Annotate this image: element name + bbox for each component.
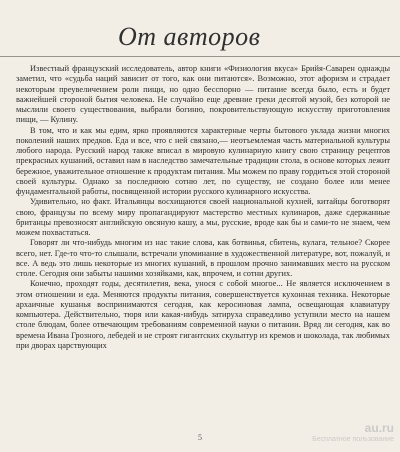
watermark-subtitle: Бесплатное пользование [312, 436, 394, 443]
heading-area [0, 0, 400, 62]
body-text [16, 64, 390, 351]
heading-rule [0, 56, 400, 57]
watermark-logo [312, 422, 394, 446]
paragraph: Удивительно, но факт. Итальянцы восхищаются своей национальной кухней, китайцы боготворят свою, французы по всему миру пропагандируют мастерство местных кулинаров, даже сдержанные британцы превозносят английскую овсяную кашу, а мы, русские, вроде как бы и сами-то не знаем, чем можем похвастаться. [16, 197, 390, 237]
page-heading: От авторов [118, 22, 261, 51]
watermark-site: au.ru [364, 421, 394, 435]
paragraph: Конечно, проходят годы, десятилетия, века, унося с собой многое... Не является исключением в этом отношении и еда. Меняются продукты питания, совершенствуется кухонная техника. Некоторые архаичные кушанья воспринимаются сегодня, как керосиновая лампа, освещающая клавиатуру компьютера. Действительно, тюря или какая-нибудь затируха справедливо уступили место на нашем столе блюдам, более отвечающим требованиям современной науки о питании. Вряд ли сегодня, как во времена Ивана Грозного, лебедей и не строят гигантских скульптур из кремов и шоколада, так любимых при дворах царствующих [16, 279, 390, 350]
paragraph: В том, что и как мы едим, ярко проявляются характерные черты бытового уклада жизни многих поколений наших предков. Еда и все, что с ней связано,— неотъемлемая часть материальной культуры любого народа. Русский народ также вписал в мировую кулинарную книгу свою страницу рецептов прекрасных кушаний, оставил нам в наследство замечательные традиции стола, в основе которых лежит бережное, уважительное отношение к продуктам питания. Мы можем по праву гордиться этой стороной своей культуры. Однако за последнюю сотню лет, по существу, не создано более или менее фундаментальной работы, посвященной истории русского кулинарного искусства. [16, 125, 391, 196]
paragraph: Известный французский исследователь, автор книги «Физиология вкуса» Брийя-Саварен однажды заметил, что «судьба наций зависит от того, как они питаются». Возможно, этот афоризм и страдает некоторым преувеличением роли пищи, но одно бесспорно — питание всегда было, есть и будет важнейшей стороной бытия человека. Не случайно еще древние греки десятой музой, без которой не мыслили своего существования, выбрали богиню, покровительствующую искусству приготовления пищи, — Кулину. [16, 64, 390, 125]
paragraph: Говорят ли что-нибудь многим из нас такие слова, как ботвинья, сбитень, кулага, тельное? Скорее всего, нет. Где-то что-то слышали, встречали упоминание в художественной литературе, вот, пожалуй, и все. А ведь это лишь некоторые из многих кушаний, в прошлом прочно занимавших место на русском столе. Сегодня они забыты нашими хозяйками, как, впрочем, и сотни других. [16, 238, 390, 278]
page-number: 5 [198, 433, 202, 442]
